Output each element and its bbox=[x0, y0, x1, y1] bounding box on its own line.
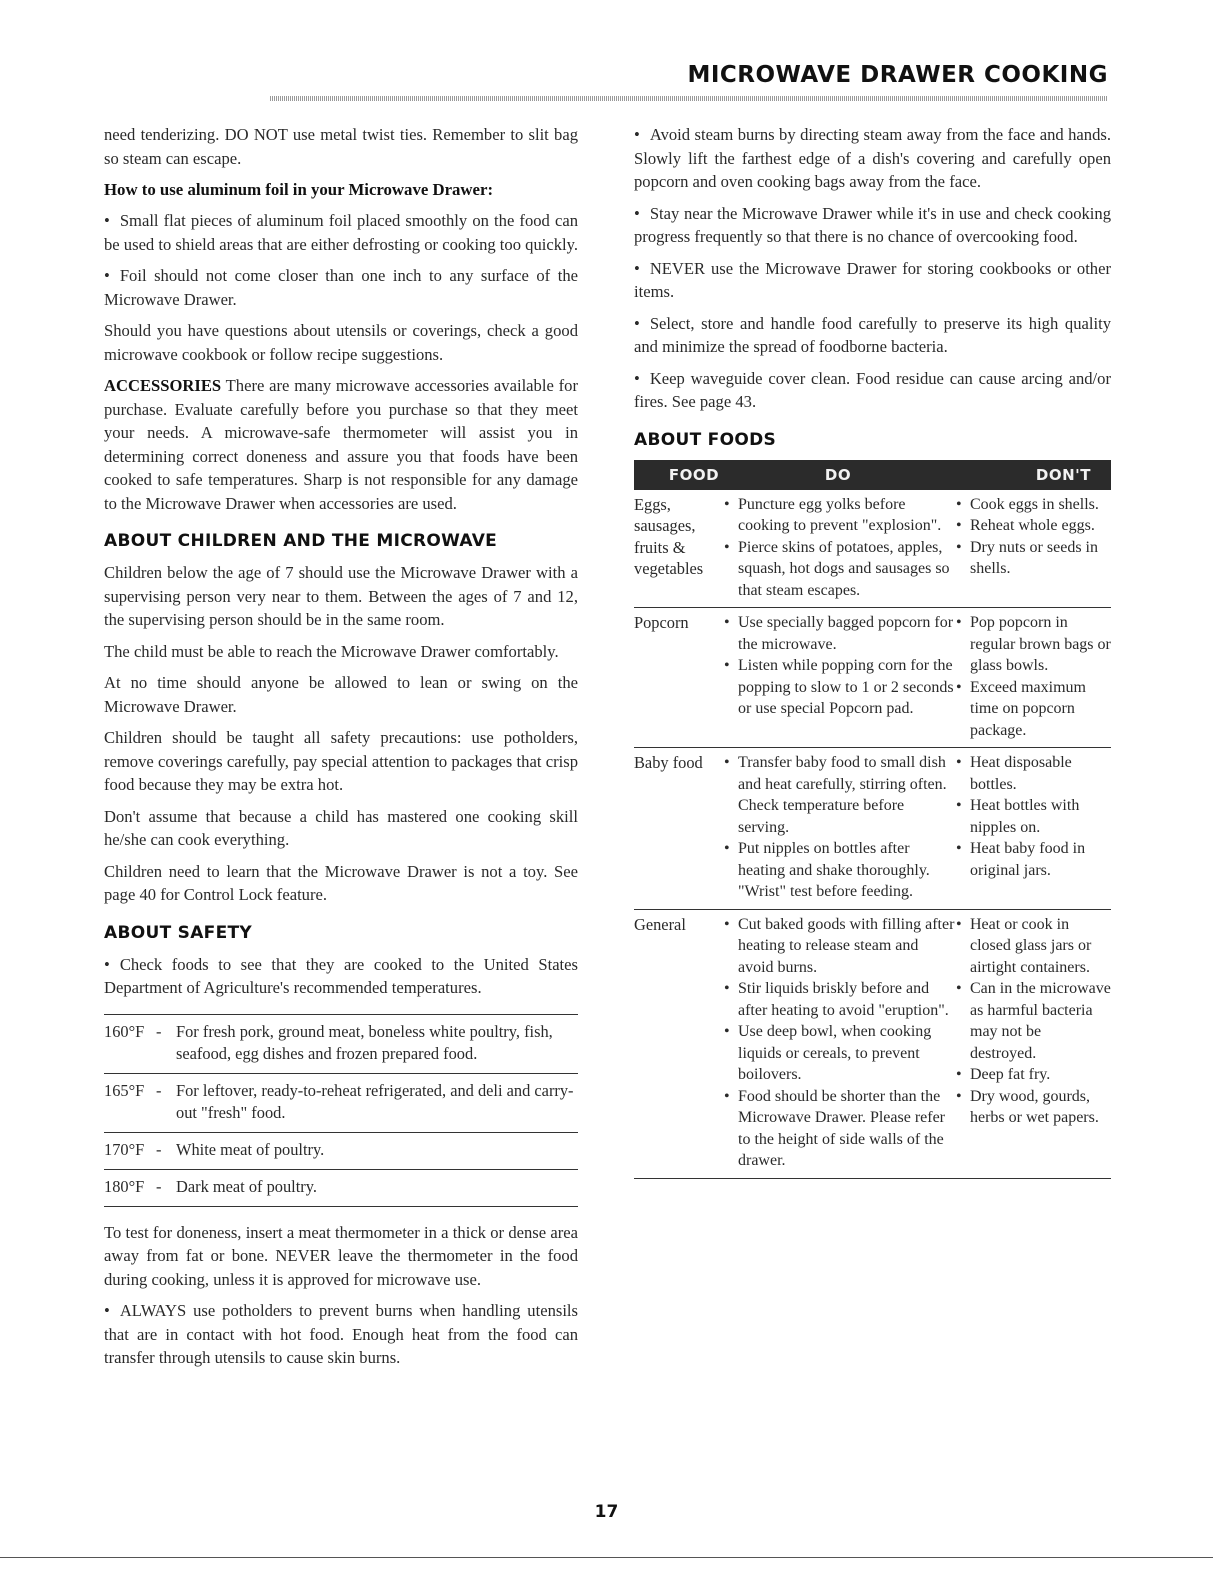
bullet-icon: • bbox=[956, 517, 962, 534]
foil-bullet-1 bbox=[104, 209, 578, 256]
right-bullet-1 bbox=[634, 123, 1111, 194]
do-list bbox=[718, 612, 956, 741]
header-rule bbox=[270, 96, 1108, 101]
page-header bbox=[270, 62, 1108, 102]
paragraph-questions: Should you have questions about utensils or coverings, check a good microwave cookbook or follow recipe suggestions. bbox=[104, 321, 578, 364]
dont-text: Can in the microwave as harmful bacteria may not be destroyed. bbox=[970, 980, 1111, 1062]
temperature-row bbox=[104, 1170, 578, 1207]
foods-table-body bbox=[634, 490, 1111, 1179]
food-name: Baby food bbox=[634, 753, 703, 772]
do-item bbox=[724, 1086, 956, 1172]
dont-item bbox=[956, 752, 1111, 795]
right-bullet-4 bbox=[634, 312, 1111, 359]
bullet-icon: • bbox=[724, 840, 730, 857]
food-row bbox=[634, 748, 1111, 910]
bullet-icon: • bbox=[724, 1087, 730, 1105]
children-paragraph-6: Children need to learn that the Microwave Drawer is not a toy. See page 40 for Control Lock feature. bbox=[104, 861, 578, 904]
temperature-dash: - bbox=[156, 1139, 162, 1159]
do-item bbox=[724, 914, 956, 979]
bullet-icon: • bbox=[956, 678, 962, 696]
food-name: General bbox=[634, 914, 686, 934]
dont-item bbox=[956, 537, 1111, 580]
do-text: Use specially bagged popcorn for the microwave. bbox=[738, 614, 954, 653]
paragraph-accessories bbox=[104, 374, 578, 515]
dont-text: Pop popcorn in regular brown bags or glass bowls. bbox=[970, 614, 1111, 674]
temperature-dash: - bbox=[156, 1021, 162, 1041]
do-item bbox=[724, 655, 956, 720]
right-column bbox=[634, 123, 1111, 1179]
accessories-lead: ACCESSORIES bbox=[104, 376, 222, 395]
dont-item bbox=[956, 677, 1111, 742]
bullet-icon: • bbox=[956, 495, 962, 513]
right-bullet-5-text: Keep waveguide cover clean. Food residue can cause arcing and/or fires. See page 43. bbox=[634, 368, 1111, 411]
bullet-icon: • bbox=[956, 538, 962, 556]
left-column bbox=[104, 123, 578, 1378]
foods-table-header bbox=[634, 460, 1111, 490]
temperature-value: 165°F bbox=[104, 1080, 145, 1100]
temperature-value: 180°F bbox=[104, 1176, 145, 1196]
do-text: Transfer baby food to small dish and heat carefully, stirring often. Check temperature before serving. bbox=[738, 754, 947, 836]
right-bullet-2 bbox=[634, 202, 1111, 249]
bullet-icon: • bbox=[724, 1023, 730, 1040]
do-list bbox=[718, 914, 956, 1172]
dont-text: Cook eggs in shells. bbox=[970, 495, 1099, 513]
do-text: Use deep bowl, when cooking liquids or cereals, to prevent boilovers. bbox=[738, 1023, 932, 1083]
bullet-icon: • bbox=[724, 754, 730, 771]
children-paragraph-3: At no time should anyone be allowed to lean or swing on the Microwave Drawer. bbox=[104, 673, 578, 716]
footer-rule bbox=[0, 1557, 1213, 1558]
children-section-title: ABOUT CHILDREN AND THE MICROWAVE bbox=[104, 531, 498, 551]
do-text: Listen while popping corn for the popping to slow to 1 or 2 seconds or use special Popcorn pad. bbox=[738, 657, 954, 717]
dont-text: Heat or cook in closed glass jars or airtight containers. bbox=[970, 915, 1092, 976]
header-do: DO bbox=[824, 465, 852, 484]
children-paragraph-4: Children should be taught all safety precautions: use potholders, remove coverings carefully, pay special attention to packages that crisp food because they may be extra hot. bbox=[104, 728, 578, 794]
dont-list bbox=[956, 612, 1111, 741]
foods-table bbox=[634, 460, 1111, 1179]
bullet-icon: • bbox=[956, 797, 962, 814]
bullet-icon: • bbox=[724, 614, 730, 631]
temperature-description: For leftover, ready-to-reheat refrigerated, and deli and carry-out "fresh" food. bbox=[176, 1080, 574, 1122]
children-paragraph-5: Don't assume that because a child has mastered one cooking skill he/she can cook everything. bbox=[104, 806, 578, 849]
do-item bbox=[724, 752, 956, 838]
bullet-icon: • bbox=[956, 1066, 962, 1083]
always-bullet-text: ALWAYS use potholders to prevent burns when handling utensils that are in contact with hot food. Enough heat from the food can transfer through utensils to cause skin burns. bbox=[104, 1301, 578, 1367]
food-row bbox=[634, 490, 1111, 609]
bullet-icon: • bbox=[956, 915, 962, 933]
temperature-description: White meat of poultry. bbox=[176, 1139, 325, 1159]
food-name: Eggs, sausages, fruits & vegetables bbox=[634, 494, 704, 578]
bullet-icon: • bbox=[956, 754, 962, 771]
temperature-row bbox=[104, 1074, 578, 1133]
always-bullet bbox=[104, 1299, 578, 1370]
do-item bbox=[724, 1021, 956, 1086]
temperature-description: Dark meat of poultry. bbox=[176, 1176, 317, 1196]
dont-text: Heat baby food in original jars. bbox=[970, 840, 1086, 879]
dont-item bbox=[956, 1064, 1111, 1086]
do-item bbox=[724, 838, 956, 903]
do-text: Stir liquids briskly before and after heating to avoid "eruption". bbox=[738, 980, 949, 1019]
right-bullet-4-text: Select, store and handle food carefully to preserve its high quality and minimize the spread of foodborne bacteria. bbox=[634, 313, 1111, 356]
temperature-value: 170°F bbox=[104, 1139, 145, 1159]
safety-bullet-1 bbox=[104, 953, 578, 1000]
bullet-icon: • bbox=[956, 1087, 962, 1105]
do-item bbox=[724, 494, 956, 537]
temperature-description: For fresh pork, ground meat, boneless white poultry, fish, seafood, egg dishes and frozen prepared food. bbox=[176, 1021, 553, 1063]
do-text: Pierce skins of potatoes, apples, squash, hot dogs and sausages so that steam escapes. bbox=[738, 538, 950, 599]
right-bullet-2-text: Stay near the Microwave Drawer while it's in use and check cooking progress frequently so that there is no chance of overcooking food. bbox=[634, 203, 1111, 246]
temperature-dash: - bbox=[156, 1176, 162, 1196]
dont-item bbox=[956, 978, 1111, 1064]
bullet-icon: • bbox=[724, 915, 730, 933]
foil-bullet-1-text: Small flat pieces of aluminum foil placed smoothly on the food can be used to shield areas that are either defrosting or cooking too quickly. bbox=[104, 211, 579, 254]
foil-bullet-2-text: Foil should not come closer than one inch to any surface of the Microwave Drawer. bbox=[104, 266, 578, 309]
do-text: Put nipples on bottles after heating and shake thoroughly. "Wrist" test before feeding. bbox=[738, 840, 930, 900]
dont-item bbox=[956, 795, 1111, 838]
dont-item bbox=[956, 914, 1111, 979]
dont-text: Deep fat fry. bbox=[970, 1066, 1051, 1083]
dont-text: Reheat whole eggs. bbox=[970, 517, 1095, 534]
do-text: Puncture egg yolks before cooking to prevent "explosion". bbox=[738, 495, 942, 534]
food-row bbox=[634, 608, 1111, 748]
dont-text: Exceed maximum time on popcorn package. bbox=[970, 678, 1086, 739]
bullet-icon: • bbox=[724, 657, 730, 674]
right-bullet-3 bbox=[634, 257, 1111, 304]
temperature-value: 160°F bbox=[104, 1021, 145, 1041]
dont-list bbox=[956, 494, 1111, 602]
safety-section-title: ABOUT SAFETY bbox=[104, 922, 253, 943]
right-bullet-5 bbox=[634, 367, 1111, 414]
do-text: Food should be shorter than the Microwave Drawer. Please refer to the height of side walls of the drawer. bbox=[738, 1087, 946, 1169]
dont-item bbox=[956, 515, 1111, 537]
dont-text: Dry wood, gourds, herbs or wet papers. bbox=[970, 1087, 1099, 1126]
foil-heading: How to use aluminum foil in your Microwave Drawer: bbox=[104, 180, 494, 199]
dont-item bbox=[956, 838, 1111, 881]
dont-list bbox=[956, 752, 1111, 903]
bullet-icon: • bbox=[724, 980, 730, 997]
header-dont: DON'T bbox=[1035, 465, 1091, 484]
do-list bbox=[718, 494, 956, 602]
safety-bullet-1-text: Check foods to see that they are cooked to the United States Department of Agriculture's recommended temperatures. bbox=[104, 954, 578, 997]
dont-list bbox=[956, 914, 1111, 1172]
children-paragraph-1: Children below the age of 7 should use the Microwave Drawer with a supervising person very near to them. Between the ages of 7 and 12, the supervising person should be in the same room. bbox=[104, 563, 578, 629]
dont-text: Dry nuts or seeds in shells. bbox=[970, 538, 1098, 577]
bullet-icon: • bbox=[956, 840, 962, 857]
food-row bbox=[634, 910, 1111, 1179]
right-bullet-1-text: Avoid steam burns by directing steam away from the face and hands. Slowly lift the farthest edge of a dish's covering and carefully open popcorn and oven cooking bags away from the face. bbox=[634, 125, 1111, 191]
foil-bullet-2 bbox=[104, 264, 578, 311]
food-name: Popcorn bbox=[634, 613, 689, 632]
dont-text: Heat disposable bottles. bbox=[970, 754, 1072, 793]
do-item bbox=[724, 978, 956, 1021]
page-number: 17 bbox=[594, 1502, 619, 1522]
foods-section-title: ABOUT FOODS bbox=[634, 429, 777, 450]
header-food: FOOD bbox=[668, 465, 720, 484]
accessories-text: There are many microwave accessories available for purchase. Evaluate carefully before you purchase so that they meet your needs. A microwave-safe thermometer will assist you in determining correct doneness and assure you that foods have been cooked to safe temperatures. Sharp is not responsible for any damage to the Microwave Drawer when accessories are used. bbox=[104, 376, 578, 513]
bullet-icon: • bbox=[724, 538, 730, 556]
bullet-icon: • bbox=[956, 980, 962, 997]
dont-item bbox=[956, 494, 1111, 516]
bullet-icon: • bbox=[724, 495, 730, 513]
do-item bbox=[724, 612, 956, 655]
dont-text: Heat bottles with nipples on. bbox=[970, 797, 1080, 836]
do-text: Cut baked goods with filling after heating to release steam and avoid burns. bbox=[738, 915, 955, 976]
temperature-table bbox=[104, 1014, 578, 1207]
temperature-row bbox=[104, 1133, 578, 1170]
temperature-row bbox=[104, 1015, 578, 1074]
temperature-dash: - bbox=[156, 1080, 162, 1100]
right-bullet-3-text: NEVER use the Microwave Drawer for storing cookbooks or other items. bbox=[634, 258, 1111, 301]
dont-item bbox=[956, 1086, 1111, 1129]
bullet-icon: • bbox=[956, 614, 962, 631]
paragraph-intro: need tenderizing. DO NOT use metal twist ties. Remember to slit bag so steam can escape. bbox=[104, 125, 578, 168]
page-title: MICROWAVE DRAWER COOKING bbox=[687, 62, 1108, 88]
dont-item bbox=[956, 612, 1111, 677]
children-paragraph-2: The child must be able to reach the Microwave Drawer comfortably. bbox=[104, 641, 559, 661]
doneness-paragraph: To test for doneness, insert a meat thermometer in a thick or dense area away from fat or bone. NEVER leave the thermometer in the food during cooking, unless it is approved for microwave use. bbox=[104, 1222, 578, 1289]
do-item bbox=[724, 537, 956, 602]
do-list bbox=[718, 752, 956, 903]
